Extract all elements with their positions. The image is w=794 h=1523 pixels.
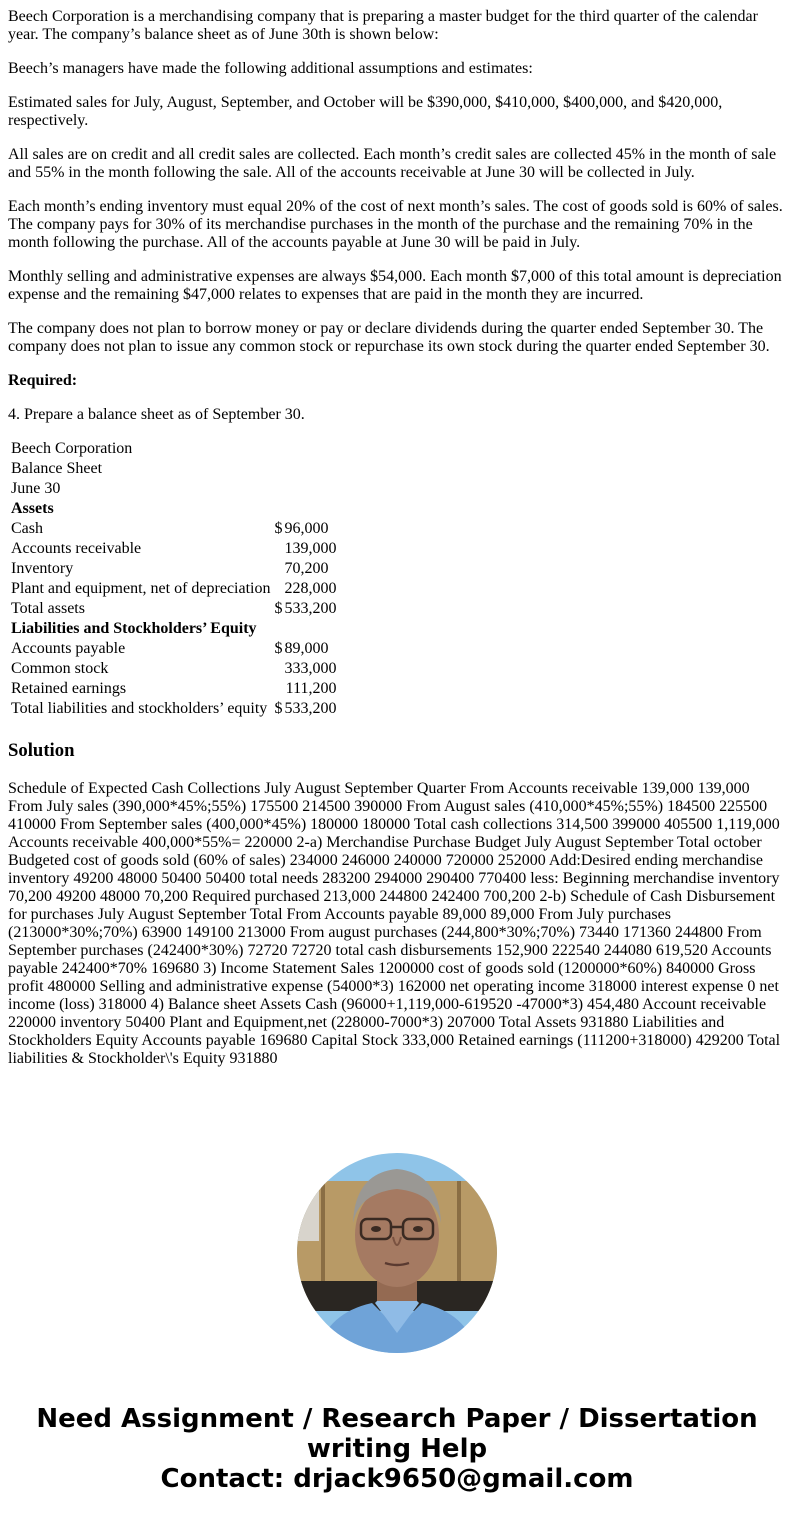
table-row <box>10 520 337 538</box>
footer-line-1: Need Assignment / Research Paper / Dissertation <box>36 1404 758 1434</box>
footer-line-2: writing Help <box>306 1434 488 1464</box>
table-row <box>10 580 337 598</box>
table-row <box>10 640 337 658</box>
table-row <box>10 680 337 698</box>
row-value: 96,000 <box>284 520 329 537</box>
required-label: Required: <box>8 372 78 389</box>
balance-sheet-table <box>8 438 339 720</box>
row-label: Total liabilities and stockholders’ equity <box>11 700 268 717</box>
table-row <box>10 700 337 718</box>
solution-heading: Solution <box>8 740 75 761</box>
row-value: 533,200 <box>284 700 337 717</box>
row-value: 89,000 <box>284 640 329 657</box>
table-row <box>10 440 337 458</box>
row-label: Plant and equipment, net of depreciation <box>11 580 271 597</box>
row-label: Accounts payable <box>11 640 126 657</box>
row-label: Common stock <box>11 660 109 677</box>
row-value: 228,000 <box>284 580 337 597</box>
row-value: 111,200 <box>285 680 337 697</box>
row-label: Total assets <box>11 600 85 617</box>
row-label: Accounts receivable <box>11 540 142 557</box>
row-value: 533,200 <box>284 600 337 617</box>
table-row <box>10 600 337 618</box>
dollar-sign: $ <box>274 700 283 717</box>
company-name: Beech Corporation <box>11 440 133 457</box>
question-paragraph-expenses: Monthly selling and administrative expenses are always $54,000. Each month $7,000 of this total amount is depreciation expense and the remaining $47,000 relates to expenses that are paid in the month they are incurred. <box>8 268 782 303</box>
contact-footer <box>0 1404 794 1494</box>
dollar-sign: $ <box>274 640 283 657</box>
footer-contact-line: Contact: drjack9650@gmail.com <box>160 1464 634 1494</box>
assets-heading: Assets <box>11 500 54 517</box>
person-photo-icon <box>297 1153 497 1353</box>
row-value: 333,000 <box>284 660 337 677</box>
dollar-sign <box>273 540 282 558</box>
dollar-sign <box>273 560 282 578</box>
dollar-sign: $ <box>274 520 283 537</box>
solution-text: Schedule of Expected Cash Collections July August September Quarter From Accounts receivable 139,000 139,000 From July sales (390,000*45%;55%) 175500 214500 390000 From August sales (410,000*45%;55%) 184500 225500 410000 From September sales (400,000*45%) 180000 180000 Total cash collections 314,500 399000 405500 1,119,000 Accounts receivable 400,000*55%= 220000 2-a) Merchandise Purchase Budget July August September Total october Budgeted cost of goods sold (60% of sales) 234000 246000 240000 720000 252000 Add:Desired ending merchandise inventory 49200 48000 50400 50400 total needs 283200 294000 290400 770400 less: Beginning merchandise inventory 70,200 49200 48000 70,200 Required purchased 213,000 244800 242400 700,200 2-b) Schedule of Cash Disbursement for purchases July August September Total From Accounts payable 89,000 89,000 From July purchases (213000*30%;70%) 63900 149100 213000 From august purchases (244,800*30%;70%) 73440 171360 244800 From September purchases (242400*30%) 72720 72720 total cash disbursements 152,900 222540 244080 619,520 Accounts payable 242400*70% 169680 3) Income Statement Sales 1200000 cost of goods sold (1200000*60%) 840000 Gross profit 480000 Selling and administrative expense (54000*3) 162000 net operating income 318000 interest expense 0 net income (loss) 318000 4) Balance sheet Assets Cash (96000+1,119,000-619520 -47000*3) 454,480 Account receivable 220000 inventory 50400 Plant and Equipment,net (228000-7000*3) 207000 Total Assets 931880 Liabilities and Stockholders Equity Accounts payable 169680 Capital Stock 333,000 Retained earnings (111200+318000) 429200 Total liabilities & Stockholder\'s Equity 931880 <box>8 780 781 1067</box>
liabilities-heading: Liabilities and Stockholders’ Equity <box>11 620 257 637</box>
row-value: 139,000 <box>284 540 337 557</box>
row-label: Inventory <box>11 560 74 577</box>
statement-date: June 30 <box>11 480 61 497</box>
table-row <box>10 660 337 678</box>
table-row <box>10 560 337 578</box>
table-row <box>10 540 337 558</box>
question-paragraph-financing: The company does not plan to borrow money or pay or declare dividends during the quarter ended September 30. The company does not plan to issue any common stock or repurchase its own stock during the quarter ended September 30. <box>8 320 770 355</box>
question-paragraph-intro: Beech Corporation is a merchandising company that is preparing a master budget for the third quarter of the calendar year. The company’s balance sheet as of June 30th is shown below: <box>8 8 758 43</box>
dollar-sign: $ <box>274 600 283 617</box>
dollar-sign <box>273 680 282 698</box>
row-label: Retained earnings <box>11 680 127 697</box>
table-row <box>10 480 337 498</box>
statement-title: Balance Sheet <box>11 460 103 477</box>
row-value: 70,200 <box>284 560 329 577</box>
table-row <box>10 460 337 478</box>
dollar-sign <box>273 580 282 598</box>
avatar <box>297 1153 497 1353</box>
table-row <box>10 500 337 518</box>
dollar-sign <box>273 660 282 678</box>
question-paragraph-assumptions: Beech’s managers have made the following additional assumptions and estimates: <box>8 60 533 77</box>
question-paragraph-sales: Estimated sales for July, August, September, and October will be $390,000, $410,000, $400,000, and $420,000, respectively. <box>8 94 723 129</box>
question-paragraph-inventory: Each month’s ending inventory must equal 20% of the cost of next month’s sales. The cost of goods sold is 60% of sales. The company pays for 30% of its merchandise purchases in the month of the purchase and the remaining 70% in the month following the purchase. All of the accounts payable at June 30 will be paid in July. <box>8 198 783 251</box>
row-label: Cash <box>11 520 43 537</box>
required-task: 4. Prepare a balance sheet as of September 30. <box>8 406 305 423</box>
question-paragraph-collections: All sales are on credit and all credit sales are collected. Each month’s credit sales are collected 45% in the month of sale and 55% in the month following the sale. All of the accounts receivable at June 30 will be collected in July. <box>8 146 777 181</box>
table-row <box>10 620 337 638</box>
